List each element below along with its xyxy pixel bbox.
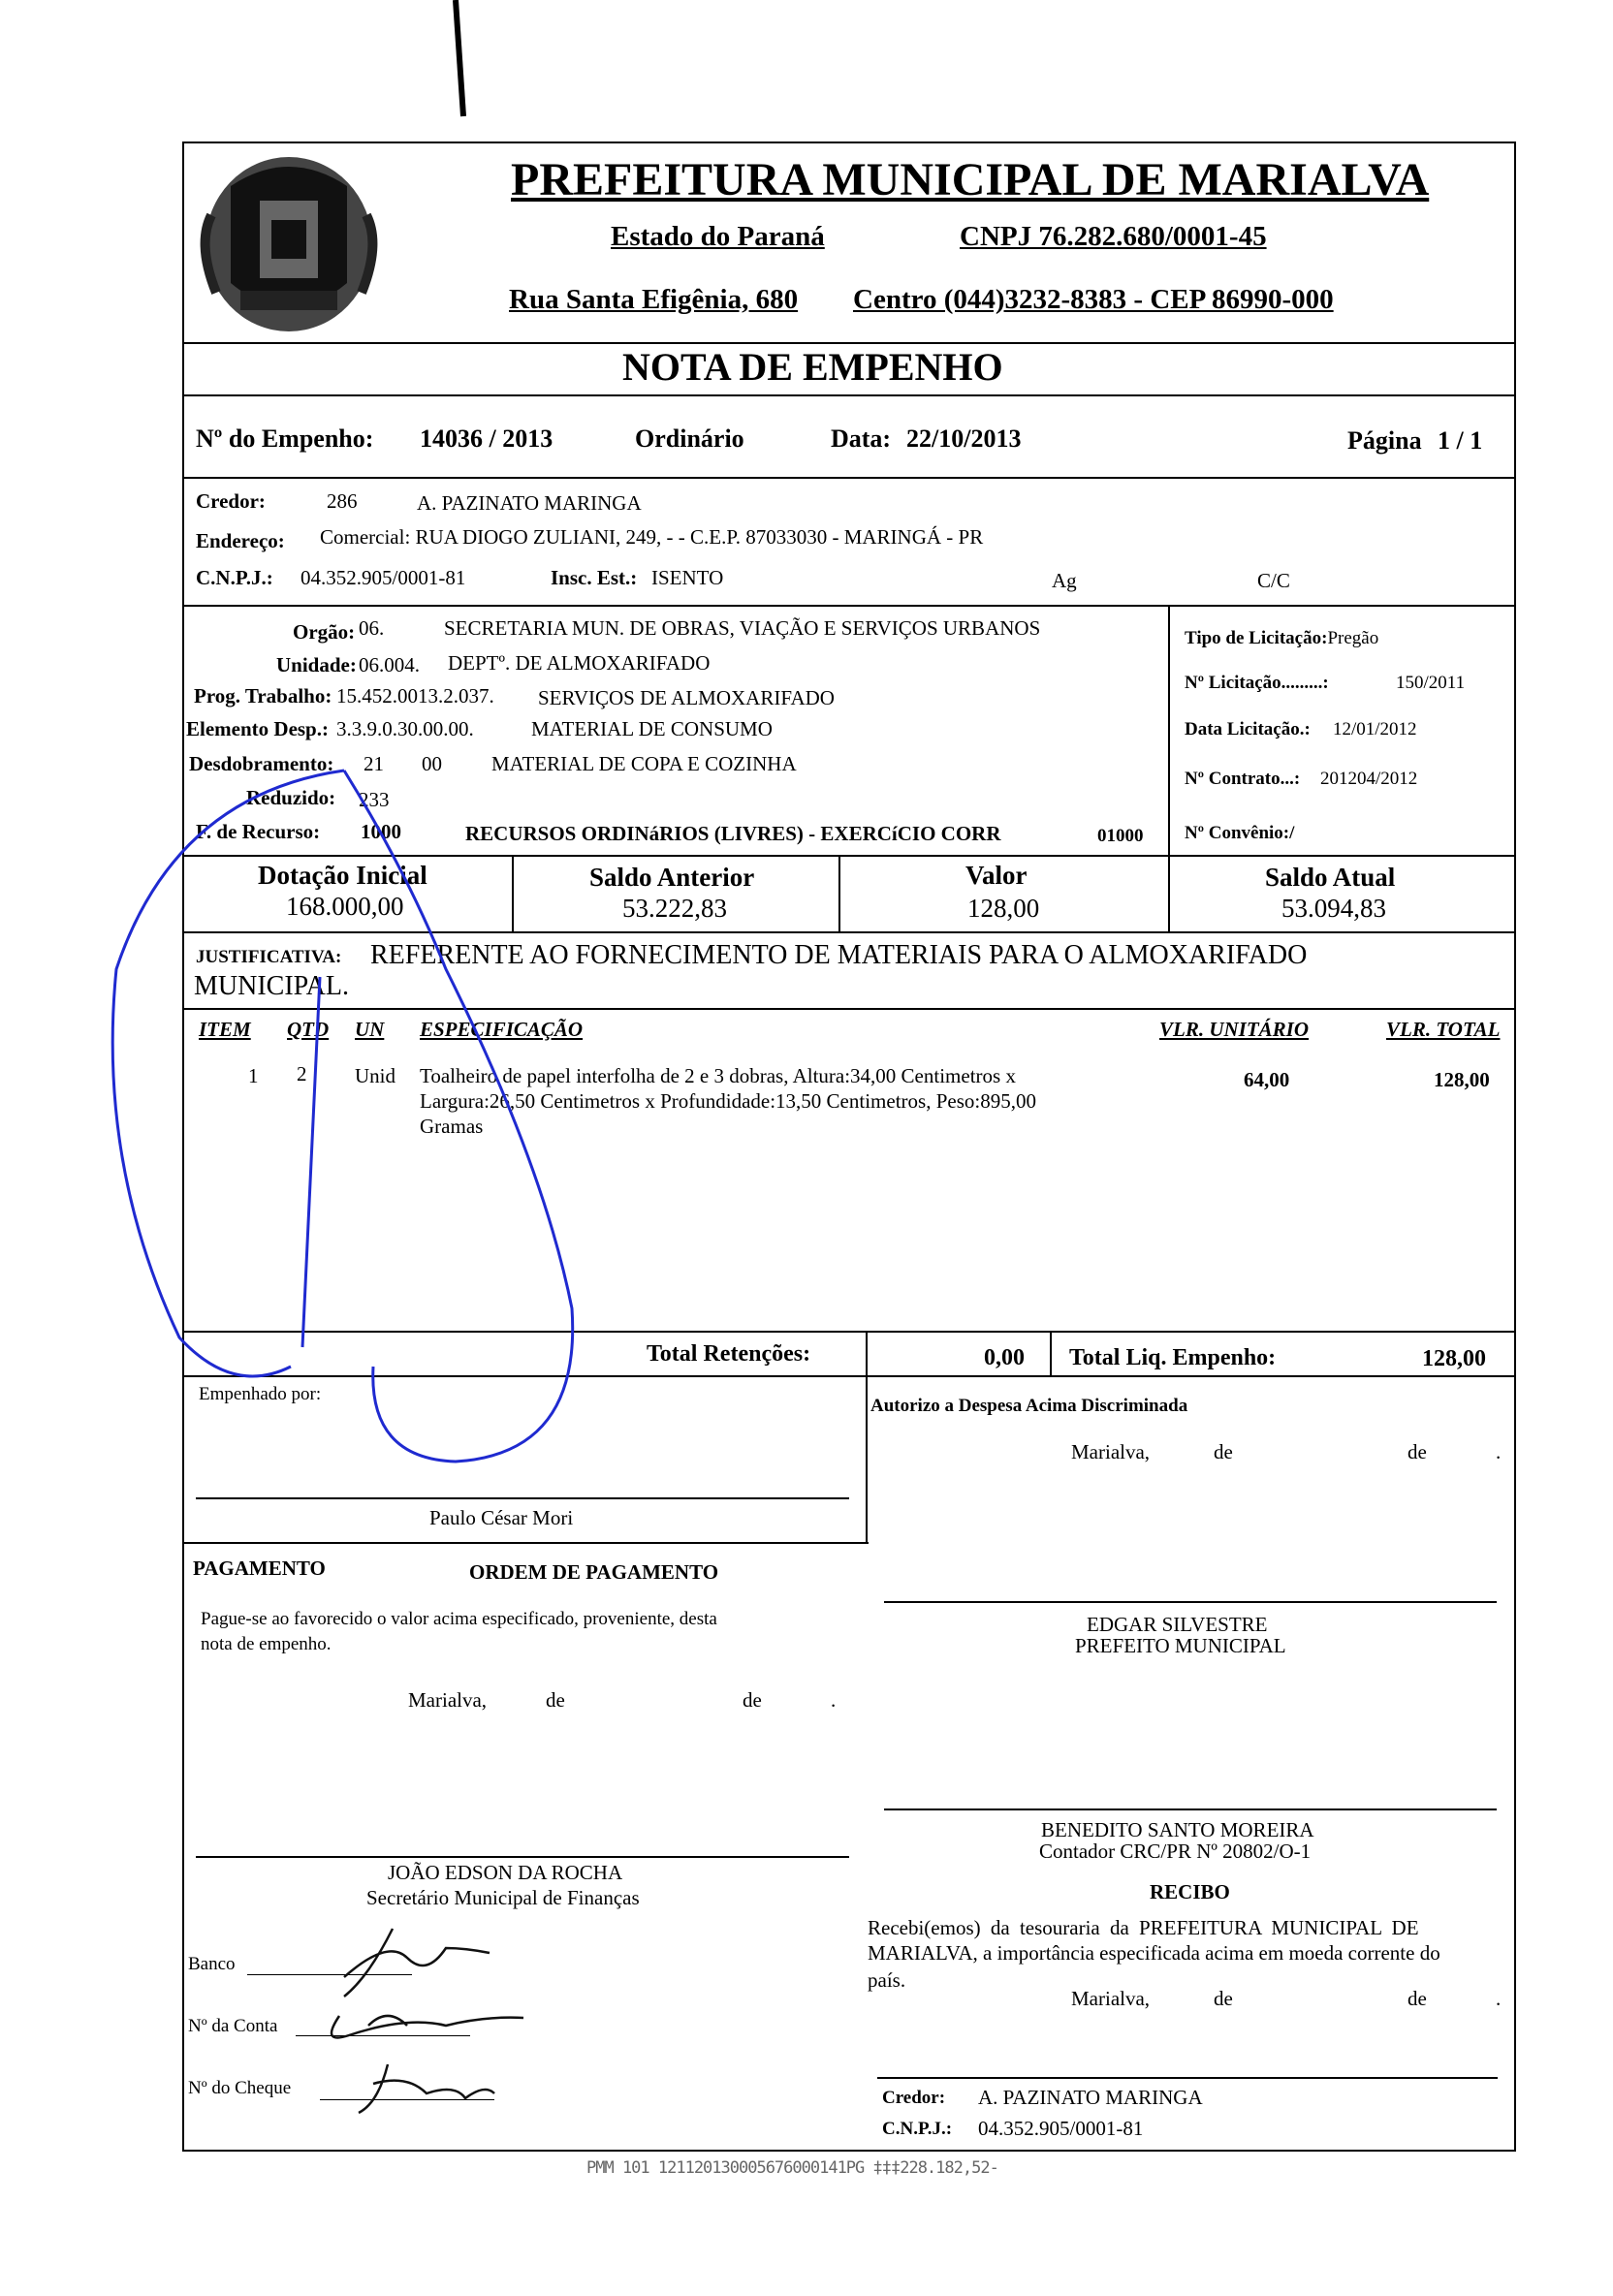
reduzido-value: 233 — [359, 788, 390, 811]
reduzido-label: Reduzido: — [246, 786, 336, 809]
licitacao-tipo: Pregão — [1327, 628, 1379, 648]
retencoes-value: 0,00 — [984, 1345, 1025, 1370]
empenhado-label: Empenhado por: — [199, 1384, 322, 1404]
desdobramento-code: 21 — [364, 752, 384, 775]
saldo-atual-value: 53.094,83 — [1281, 894, 1386, 923]
empenho-type: Ordinário — [635, 425, 744, 453]
page-number: 1 / 1 — [1438, 426, 1483, 455]
convenio-label: Nº Convênio:/ — [1185, 823, 1295, 843]
item-un: Unid — [355, 1064, 395, 1087]
cc-label: C/C — [1257, 569, 1290, 592]
credor-address: Comercial: RUA DIOGO ZULIANI, 249, - - C.E.P. 87033030 - MARINGÁ - PR — [320, 525, 984, 549]
valor-value: 128,00 — [967, 894, 1040, 923]
contador-name: BENEDITO SANTO MOREIRA — [1041, 1818, 1314, 1841]
desdobramento-desc: MATERIAL DE COPA E COZINHA — [491, 752, 797, 775]
document-title: NOTA DE EMPENHO — [622, 345, 1003, 389]
cheque-label: Nº do Cheque — [188, 2078, 292, 2098]
recibo-city: Marialva, — [1071, 1987, 1151, 2010]
item-qtd: 2 — [297, 1062, 307, 1085]
item-number: 1 — [248, 1064, 259, 1087]
recibo-credor-label: Credor: — [882, 2088, 946, 2108]
orgao-code: 06. — [359, 616, 385, 640]
saldo-atual-label: Saldo Atual — [1265, 863, 1396, 892]
recibo-cnpj: 04.352.905/0001-81 — [978, 2117, 1144, 2140]
licitacao-data: 12/01/2012 — [1333, 719, 1417, 739]
unidade-label: Unidade: — [276, 653, 357, 676]
licitacao-tipo-label: Tipo de Licitação:Pregão — [1185, 628, 1379, 648]
insc-label: Insc. Est.: — [551, 566, 638, 589]
autorizo-label: Autorizo a Despesa Acima Discriminada — [870, 1396, 1188, 1416]
autorizo-city: Marialva, — [1071, 1440, 1151, 1463]
financas-role: Secretário Municipal de Finanças — [366, 1886, 640, 1909]
pagamento-dot: . — [831, 1688, 837, 1712]
item-spec-line3: Gramas — [420, 1115, 484, 1138]
dotacao-inicial-value: 168.000,00 — [286, 892, 404, 921]
col-unit-value: VLR. UNITÁRIO — [1159, 1018, 1310, 1041]
autorizo-dot: . — [1496, 1440, 1502, 1463]
unidade-code: 06.004. — [359, 653, 420, 676]
saldo-anterior-label: Saldo Anterior — [589, 863, 755, 892]
orgao-label: Orgão: — [293, 620, 356, 644]
recurso-code: 1000 — [361, 820, 401, 843]
elemento-desc: MATERIAL DE CONSUMO — [531, 717, 773, 740]
dotacao-inicial-label: Dotação Inicial — [258, 861, 427, 890]
col-un: UN — [355, 1018, 385, 1041]
justificativa-label: JUSTIFICATIVA: — [196, 947, 342, 967]
item-spec-line2: Largura:26,50 Centimetros x Profundidade:13,50 Centimetros, Peso:895,00 — [420, 1089, 1036, 1113]
recibo-de1: de — [1214, 1987, 1233, 2010]
autorizo-de2: de — [1407, 1440, 1427, 1463]
item-unit-value: 64,00 — [1244, 1068, 1290, 1091]
header-state: Estado do Paraná — [611, 221, 825, 252]
justificativa-text2: MUNICIPAL. — [194, 971, 349, 1001]
total-liq-value: 128,00 — [1422, 1346, 1486, 1371]
banco-label: Banco — [188, 1954, 236, 1974]
insc-value: ISENTO — [651, 566, 724, 589]
empenho-date: 22/10/2013 — [906, 425, 1022, 453]
recibo-credor: A. PAZINATO MARINGA — [978, 2086, 1203, 2109]
cnpj-label: C.N.P.J.: — [196, 566, 273, 589]
pagamento-de2: de — [743, 1688, 762, 1712]
contrato-label: Nº Contrato...: — [1185, 769, 1301, 789]
prefeito-role: PREFEITO MUNICIPAL — [1075, 1634, 1286, 1657]
empenho-label: Nº do Empenho: — [196, 425, 374, 453]
recibo-de2: de — [1407, 1987, 1427, 2010]
header-title: PREFEITURA MUNICIPAL DE MARIALVA — [511, 154, 1430, 205]
credor-code: 286 — [327, 489, 358, 513]
total-liq-label: Total Liq. Empenho: — [1069, 1345, 1277, 1370]
orgao-desc: SECRETARIA MUN. DE OBRAS, VIAÇÃO E SERVIÇOS URBANOS — [444, 616, 1041, 640]
prefeito-name: EDGAR SILVESTRE — [1087, 1613, 1268, 1636]
empenho-date-label: Data: — [831, 425, 892, 453]
pagamento-de1: de — [546, 1688, 565, 1712]
justificativa-text: REFERENTE AO FORNECIMENTO DE MATERIAIS PARA O ALMOXARIFADO — [370, 940, 1308, 970]
licitacao-num: 150/2011 — [1396, 673, 1466, 693]
licitacao-num-label: Nº Licitação.........: — [1185, 673, 1329, 693]
pagamento-label: PAGAMENTO — [193, 1557, 326, 1580]
credor-label: Credor: — [196, 489, 266, 513]
desdobramento-label: Desdobramento: — [189, 752, 334, 775]
unidade-desc: DEPTº. DE ALMOXARIFADO — [448, 651, 711, 675]
saldo-anterior-value: 53.222,83 — [622, 894, 727, 923]
col-item: ITEM — [199, 1018, 251, 1041]
pagamento-text2: nota de empenho. — [201, 1634, 332, 1654]
recibo-text3: país. — [868, 1968, 906, 1992]
autorizo-de1: de — [1214, 1440, 1233, 1463]
recibo-cnpj-label: C.N.P.J.: — [882, 2119, 953, 2139]
desdobramento-sub: 00 — [422, 752, 442, 775]
address-label: Endereço: — [196, 529, 285, 552]
recurso-desc: RECURSOS ORDINáRIOS (LIVRES) - EXERCíCIO CORR — [465, 822, 1001, 845]
elemento-label: Elemento Desp.: — [186, 717, 329, 740]
contrato-value: 201204/2012 — [1320, 769, 1418, 789]
coat-of-arms-logo — [192, 147, 386, 341]
ag-label: Ag — [1052, 569, 1077, 592]
conta-label: Nº da Conta — [188, 2016, 278, 2036]
header-address: Centro (044)3232-8383 - CEP 86990-000 — [853, 284, 1334, 315]
header-cnpj: CNPJ 76.282.680/0001-45 — [960, 221, 1267, 252]
header-street: Rua Santa Efigênia, 680 — [509, 284, 799, 315]
licitacao-data-label: Data Licitação.: — [1185, 719, 1311, 739]
credor-name: A. PAZINATO MARINGA — [417, 491, 642, 515]
prog-code: 15.452.0013.2.037. — [336, 684, 494, 708]
prog-label: Prog. Trabalho: — [194, 684, 332, 708]
empenho-number: 14036 / 2013 — [420, 425, 553, 453]
col-spec: ESPECIFICAÇÃO — [420, 1018, 584, 1041]
retencoes-label: Total Retenções: — [647, 1341, 811, 1367]
ordem-pagamento-label: ORDEM DE PAGAMENTO — [469, 1560, 719, 1584]
recibo-text1: Recebi(emos) da tesouraria da PREFEITURA MUNICIPAL DE — [868, 1916, 1419, 1939]
item-total-value: 128,00 — [1434, 1068, 1490, 1091]
elemento-code: 3.3.9.0.30.00.00. — [336, 717, 474, 740]
financas-signer: JOÃO EDSON DA ROCHA — [388, 1861, 623, 1884]
col-qtd: QTD — [287, 1018, 330, 1041]
footer-stamp: PMM 101 121120130005676000141PG ‡‡‡228.182,52- — [586, 2158, 998, 2178]
recibo-dot: . — [1496, 1987, 1502, 2010]
credor-cnpj: 04.352.905/0001-81 — [300, 566, 466, 589]
col-total-value: VLR. TOTAL — [1386, 1018, 1501, 1041]
pagamento-text1: Pague-se ao favorecido o valor acima especificado, proveniente, desta — [201, 1609, 717, 1629]
recibo-text2: MARIALVA, a importância especificada acima em moeda corrente do — [868, 1941, 1440, 1965]
recurso-code2: 01000 — [1097, 826, 1144, 846]
page-label: Página — [1347, 426, 1422, 455]
pagamento-city: Marialva, — [408, 1688, 488, 1712]
recibo-label: RECIBO — [1150, 1880, 1230, 1903]
recurso-label: F. de Recurso: — [196, 820, 321, 843]
contador-role: Contador CRC/PR Nº 20802/O-1 — [1039, 1840, 1312, 1863]
empenhado-name: Paulo César Mori — [429, 1506, 574, 1529]
valor-label: Valor — [965, 861, 1028, 890]
item-spec-line1: Toalheiro de papel interfolha de 2 e 3 dobras, Altura:34,00 Centimetros x — [420, 1064, 1016, 1087]
prog-desc: SERVIÇOS DE ALMOXARIFADO — [538, 686, 835, 709]
